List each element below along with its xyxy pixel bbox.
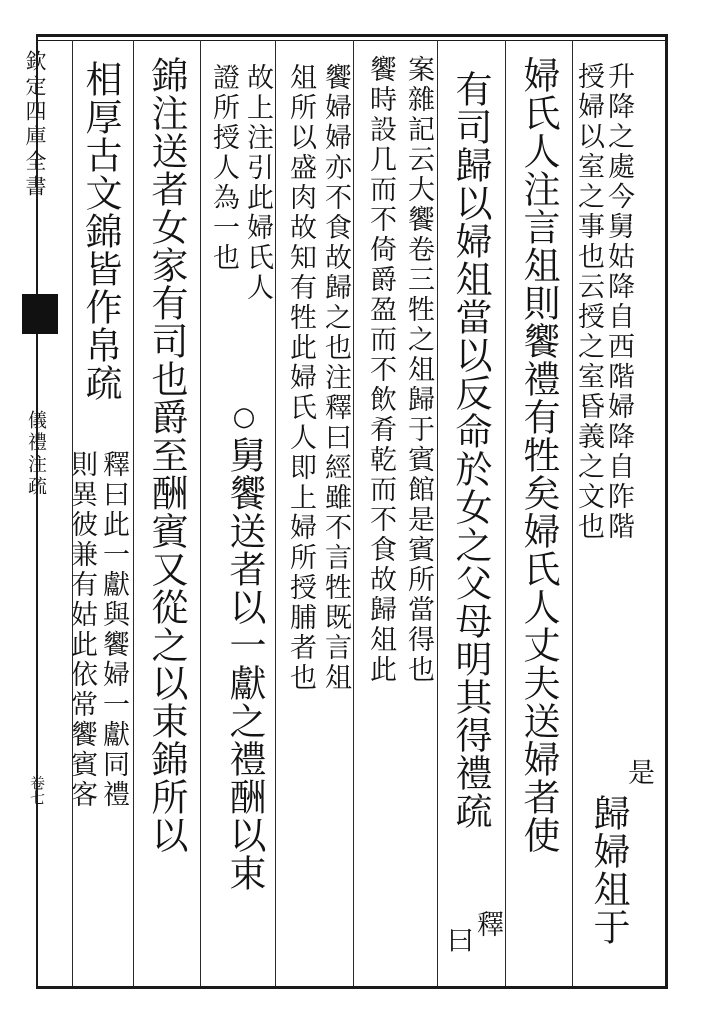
margin-book-title: 欽定四庫全書 bbox=[23, 50, 47, 200]
text-column: 升降之處今舅姑降自西階婦降自阼階 bbox=[603, 62, 634, 542]
text-column: 舅饗送者以一獻之禮酬以束 bbox=[223, 436, 266, 892]
text-column: 授婦以室之事也云授之室昏義之文也 bbox=[573, 62, 604, 542]
column-rule bbox=[353, 40, 354, 986]
text-column: 饗婦婦亦不食故歸之也注釋曰經雖不言牲既言俎 bbox=[320, 63, 351, 693]
frame-top-border bbox=[36, 34, 668, 37]
text-column: 曰 bbox=[442, 926, 473, 956]
text-column: 饗時設几而不倚爵盈而不飲肴乾而不食故歸俎此 bbox=[365, 55, 396, 685]
text-column: 歸婦俎于 bbox=[587, 794, 630, 946]
frame-top-inner-border bbox=[36, 40, 668, 41]
text-column: 釋曰此一獻與饗婦一獻同禮 bbox=[98, 450, 129, 810]
column-rule bbox=[200, 40, 201, 986]
margin-page-number: 卷七 bbox=[28, 775, 46, 805]
section-circle-mark: ○ bbox=[229, 402, 259, 432]
text-column: 相厚古文錦皆作帛疏 bbox=[79, 60, 122, 402]
column-rule bbox=[437, 40, 438, 986]
text-column: 釋 bbox=[472, 910, 503, 940]
text-column: 是 bbox=[623, 758, 654, 788]
text-column: 俎所以盛肉故知有牲此婦氏人即上婦所授脯者也 bbox=[285, 63, 316, 693]
text-column: 故上注引此婦氏人 bbox=[242, 63, 273, 303]
column-rule bbox=[275, 40, 276, 986]
text-column: 則異彼兼有姑此依常饗賓客 bbox=[66, 450, 97, 810]
column-rule bbox=[505, 40, 506, 986]
frame-bottom-border bbox=[36, 986, 668, 989]
frame-right-border bbox=[665, 34, 668, 989]
text-column: 案雜記云大饗卷三牲之俎歸于賓館是賓所當得也 bbox=[403, 55, 434, 685]
text-column: 證所授人為一也 bbox=[208, 63, 239, 273]
column-rule bbox=[133, 40, 134, 986]
text-column: 錦注送者女家有司也爵至酬賓又從之以束錦所以 bbox=[145, 56, 188, 854]
text-column: 有司歸以婦俎當以反命於女之父母明其得禮疏 bbox=[449, 70, 492, 830]
margin-section-title: 儀禮注疏 bbox=[25, 410, 47, 498]
fishtail-mark bbox=[22, 294, 58, 334]
text-column: 婦氏人注言俎則饗禮有牲矣婦氏人丈夫送婦者使 bbox=[517, 56, 560, 854]
